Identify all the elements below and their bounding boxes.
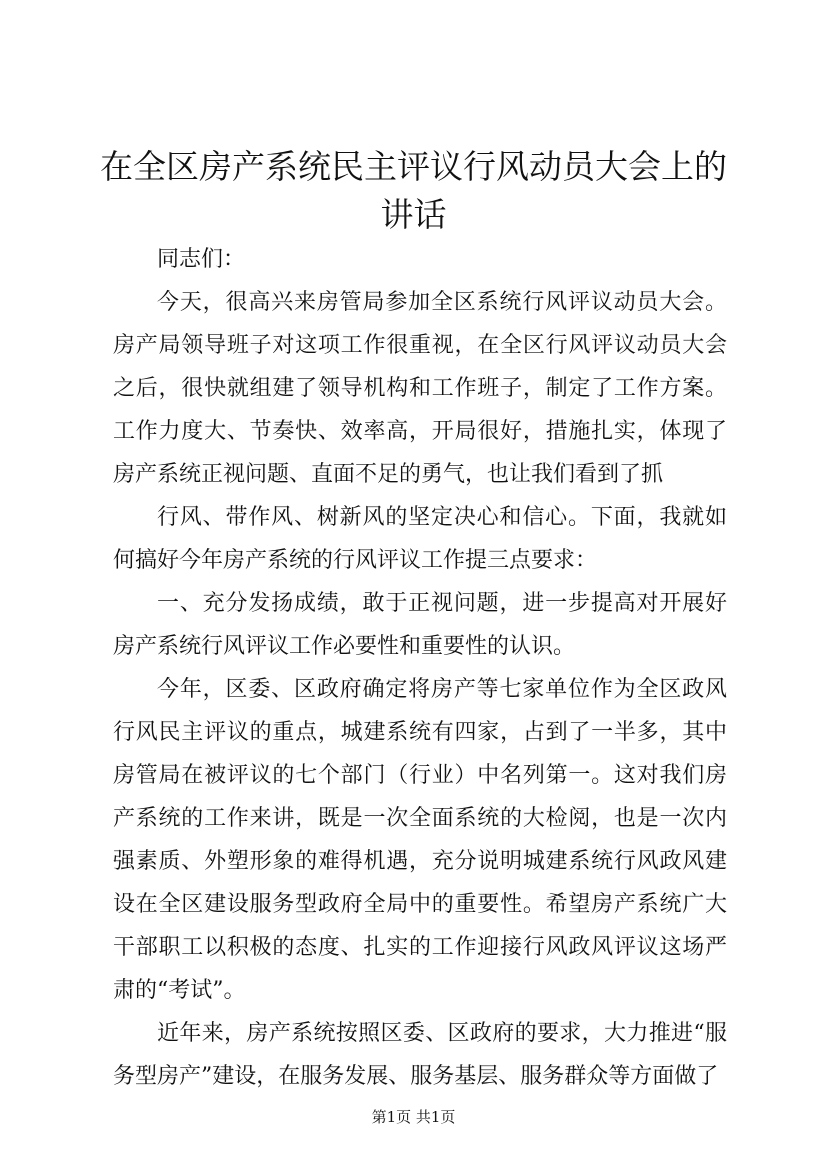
body-paragraph: 行风、带作风、树新风的坚定决心和信心。下面，我就如何搞好今年房产系统的行风评议工作提三点要求： bbox=[113, 505, 727, 573]
page-footer: 第1页 共1页 bbox=[371, 1108, 456, 1126]
document-title: 在全区房产系统民主评议行风动员大会上的讲话 bbox=[100, 147, 727, 234]
body-paragraph: 一、充分发扬成绩，敢于正视问题，进一步提高对开展好房产系统行风评议工作必要性和重要性的认识。 bbox=[113, 591, 727, 659]
document-body bbox=[113, 238, 727, 1098]
body-paragraph: 近年来，房产系统按照区委、区政府的要求，大力推进“服务型房产”建设，在服务发展、服务基层、服务群众等方面做了 bbox=[113, 1021, 727, 1089]
body-paragraph: 今天，很高兴来房管局参加全区系统行风评议动员大会。房产局领导班子对这项工作很重视，在全区行风评议动员大会之后，很快就组建了领导机构和工作班子，制定了工作方案。工作力度大、节奏快、效率高，开局很好，措施扎实，体现了房产系统正视问题、直面不足的勇气，也让我们看到了抓 bbox=[113, 290, 727, 487]
body-paragraph: 今年，区委、区政府确定将房产等七家单位作为全区政风行风民主评议的重点，城建系统有四家，占到了一半多，其中房管局在被评议的七个部门（行业）中名列第一。这对我们房产系统的工作来讲，既是一次全面系统的大检阅，也是一次内强素质、外塑形象的难得机遇，充分说明城建系统行风政风建设在全区建设服务型政府全局中的重要性。希望房产系统广大干部职工以积极的态度、扎实的工作迎接行风政风评议这场严肃的“考试”。 bbox=[113, 677, 727, 1003]
salutation: 同志们： bbox=[157, 247, 246, 272]
